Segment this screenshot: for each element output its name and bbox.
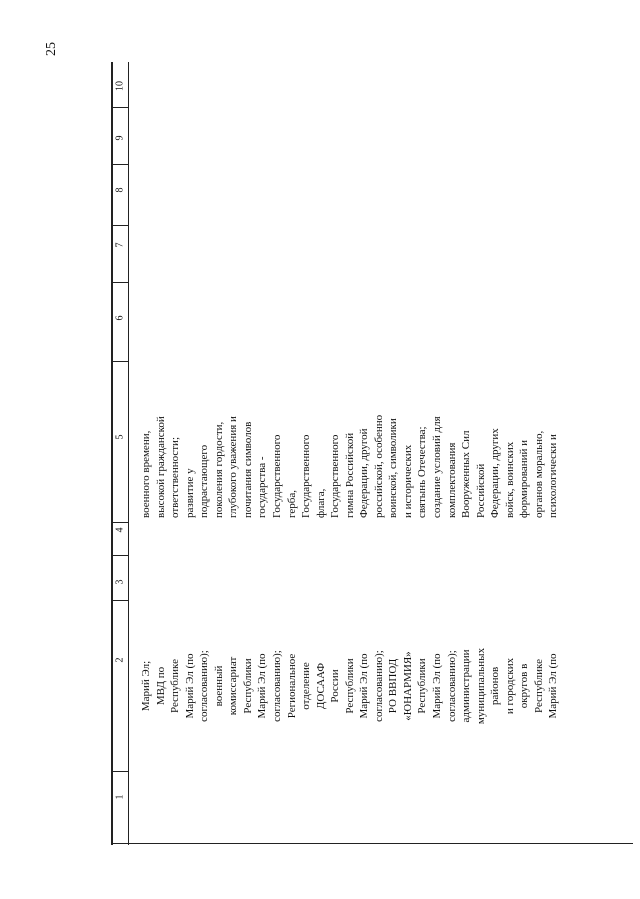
col-sep-8-9 xyxy=(111,164,129,165)
responsible-text-line: России xyxy=(329,669,342,703)
column-number: 10 xyxy=(114,81,126,91)
responsible-text-line: округов в xyxy=(518,663,531,709)
responsible-text-line: комиссариат xyxy=(227,656,240,716)
result-text-line: высокой гражданской xyxy=(154,416,167,518)
responsible-text-line: МВД по xyxy=(154,666,167,706)
result-text-line: развитие у xyxy=(183,468,196,518)
responsible-text-line: отделение xyxy=(300,662,313,710)
responsible-text-line: Республике xyxy=(169,659,182,713)
result-text-line: государства - xyxy=(256,456,269,518)
result-text-line: Российской xyxy=(474,463,487,518)
result-text-line: ответственности; xyxy=(169,437,182,518)
result-text-line: войск, воинских xyxy=(503,441,516,518)
responsible-text-line: согласованию); xyxy=(372,650,385,722)
responsible-text-line: согласованию); xyxy=(198,650,211,722)
result-text-line: российской, особенно xyxy=(372,414,385,518)
responsible-text-line: РО ВВПОД xyxy=(387,658,400,714)
result-text-line: почитания символов xyxy=(241,421,254,518)
column-number: 8 xyxy=(114,187,126,193)
responsible-text-line: Региональное xyxy=(285,653,298,719)
result-text-line: гимна Российской xyxy=(343,432,356,518)
responsible-text-line: ДОСААФ xyxy=(314,662,327,710)
column-number: 3 xyxy=(114,579,126,585)
column-number: 6 xyxy=(114,315,126,321)
result-text-line: и исторических xyxy=(401,444,414,518)
col-sep-1-2 xyxy=(111,771,129,772)
header-top-rule xyxy=(111,62,113,845)
responsible-text-line: и городских xyxy=(503,657,516,715)
column-number: 9 xyxy=(114,135,126,141)
responsible-text-line: Республики xyxy=(343,658,356,714)
result-text-line: органов морально, xyxy=(532,430,545,518)
responsible-text-line: согласованию); xyxy=(270,650,283,722)
table-end-rule xyxy=(111,843,633,844)
col-sep-4-5 xyxy=(111,522,129,523)
responsible-text-line: районов xyxy=(489,666,502,706)
column-number: 1 xyxy=(114,794,126,800)
result-text-line: психологически и xyxy=(547,434,560,518)
responsible-text-line: муниципальных xyxy=(474,647,487,725)
responsible-text-line: администрации xyxy=(460,649,473,723)
result-text-line: создание условий для xyxy=(431,416,443,518)
result-text-line: Федерации, других xyxy=(489,428,502,518)
responsible-text-line: Марий Эл; xyxy=(140,660,152,712)
result-text-line: воинской, символики xyxy=(387,418,400,518)
col-sep-2-3 xyxy=(111,600,129,601)
col-sep-3-4 xyxy=(111,555,129,556)
col-sep-5-6 xyxy=(111,361,129,362)
responsible-text-line: «ЮНАРМИЯ» xyxy=(401,651,414,721)
responsible-text-line: Республики xyxy=(241,658,254,714)
responsible-text-line: Марий Эл (по xyxy=(183,653,196,719)
responsible-text-line: Республике xyxy=(532,659,545,713)
responsible-text-line: согласованию); xyxy=(445,650,458,722)
column-number: 4 xyxy=(114,527,126,533)
responsible-text-line: Марий Эл (по xyxy=(358,653,371,719)
result-text-line: Государственного xyxy=(270,434,283,518)
responsible-text-line: Марий Эл (по xyxy=(431,653,443,719)
result-text-line: Государственного xyxy=(329,434,342,518)
result-text-line: глубокого уважения и xyxy=(227,416,240,518)
result-text-line: святынь Отечества; xyxy=(416,426,429,518)
responsible-text-line: Марий Эл (по xyxy=(256,653,269,719)
result-text-line: флага, xyxy=(314,488,327,518)
responsible-text-line: военный xyxy=(212,665,225,707)
result-text-line: герба, xyxy=(285,490,298,518)
col-sep-7-8 xyxy=(111,225,129,226)
result-text-line: комплектования xyxy=(445,442,458,518)
column-number: 2 xyxy=(114,657,126,663)
result-text-line: Федерации, другой xyxy=(358,428,371,518)
result-text-line: Вооруженных Сил xyxy=(460,430,473,518)
header-bottom-rule xyxy=(128,62,129,845)
col-sep-9-10 xyxy=(111,107,129,108)
column-number: 7 xyxy=(114,242,126,248)
page-number: 25 xyxy=(44,42,59,56)
result-text-line: подрастающего xyxy=(198,444,211,518)
col-sep-6-7 xyxy=(111,282,129,283)
column-number: 5 xyxy=(114,434,126,440)
responsible-text-line: Республики xyxy=(416,658,429,714)
result-text-line: поколения гордости, xyxy=(212,421,225,518)
result-text-line: Государственного xyxy=(300,434,313,518)
result-text-line: формирований и xyxy=(518,439,531,518)
responsible-text-line: Марий Эл (по xyxy=(547,653,560,719)
result-text-line: военного времени, xyxy=(140,430,152,518)
